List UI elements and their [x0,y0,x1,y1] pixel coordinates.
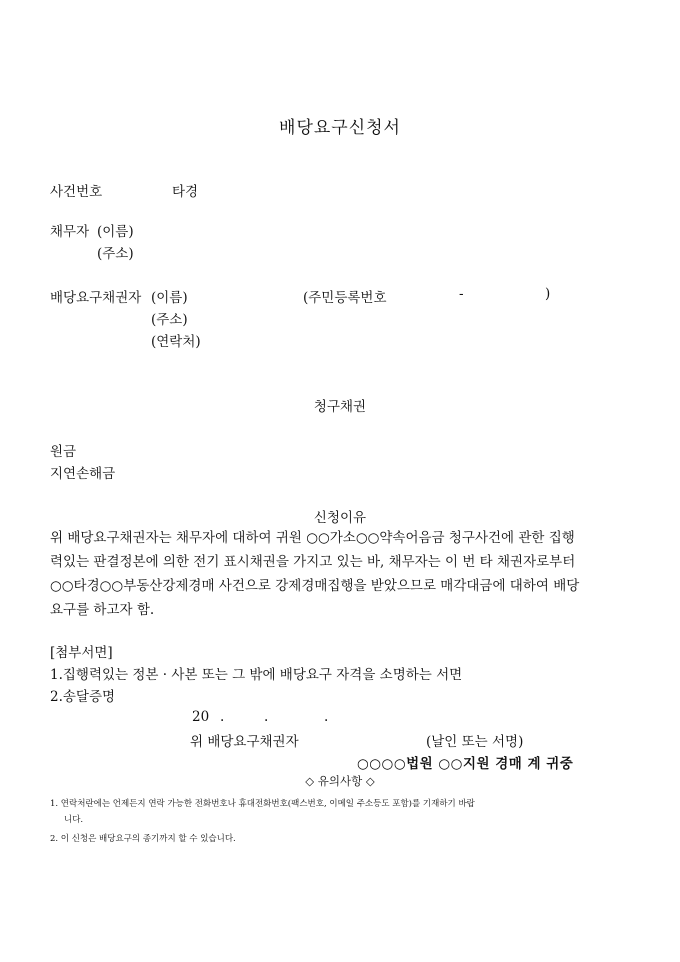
claim-heading: 청구채권 [313,399,367,415]
page-title: 배당요구신청서 [279,118,401,138]
date-year: 20 [192,709,210,725]
attachment-item: 1.집행력있는 정본 · 사본 또는 그 밖에 배당요구 자격을 소명하는 서면 [50,667,463,683]
note-item-continued: 니다. [64,815,84,825]
date-dot: . [220,709,225,725]
claim-principal: 원금 [50,444,77,460]
debtor-label: 채무자 [50,224,90,240]
claim-delay: 지연손해금 [50,466,116,482]
creditor-name: (이름) [151,290,188,306]
notes-heading: ◇ 유의사항 ◇ [305,774,375,788]
signature-label: 위 배당요구채권자 [190,734,299,750]
creditor-rrn-close: ) [545,286,551,302]
date-dot: . [324,709,329,725]
note-item: 1. 연락처란에는 언제든지 연락 가능한 전화번호나 휴대전화번호(팩스번호, 이메일 주소등도 포함)를 기재하기 바랍 [50,799,475,809]
reason-line: 위 배당요구채권자는 채무자에 대하여 귀원 ○○가소○○약속어음금 청구사건에 관한 집행 [50,530,575,546]
note-item: 2. 이 신청은 배당요구의 종기까지 할 수 있습니다. [50,834,236,844]
attachments-heading: [첨부서면] [50,645,113,661]
case-number-value: 타경 [172,184,199,200]
reason-line: ○○타경○○부동산강제경매 사건으로 강제경매집행을 받았으므로 매각대금에 대하여 배당 [50,578,580,594]
court-name: ○○○○법원 ○○지원 경매 계 귀중 [357,756,574,772]
creditor-address: (주소) [151,312,188,328]
debtor-address: (주소) [97,246,134,262]
creditor-rrn-dash: - [459,286,464,302]
signature-seal: (날인 또는 서명) [426,734,524,750]
creditor-label: 배당요구채권자 [50,290,142,306]
reason-heading: 신청이유 [313,510,367,526]
attachment-item: 2.송달증명 [50,689,116,705]
reason-line: 력있는 판결정본에 의한 전기 표시채권을 가지고 있는 바, 채무자는 이 번 타 채권자로부터 [50,554,576,570]
reason-body [50,526,635,622]
debtor-name: (이름) [97,224,134,240]
case-number-label: 사건번호 [50,184,103,200]
reason-line: 요구를 하고자 함. [50,602,155,618]
creditor-contact: (연락처) [151,334,201,350]
creditor-rrn: (주민등록번호 [303,290,387,306]
date-dot: . [264,709,269,725]
